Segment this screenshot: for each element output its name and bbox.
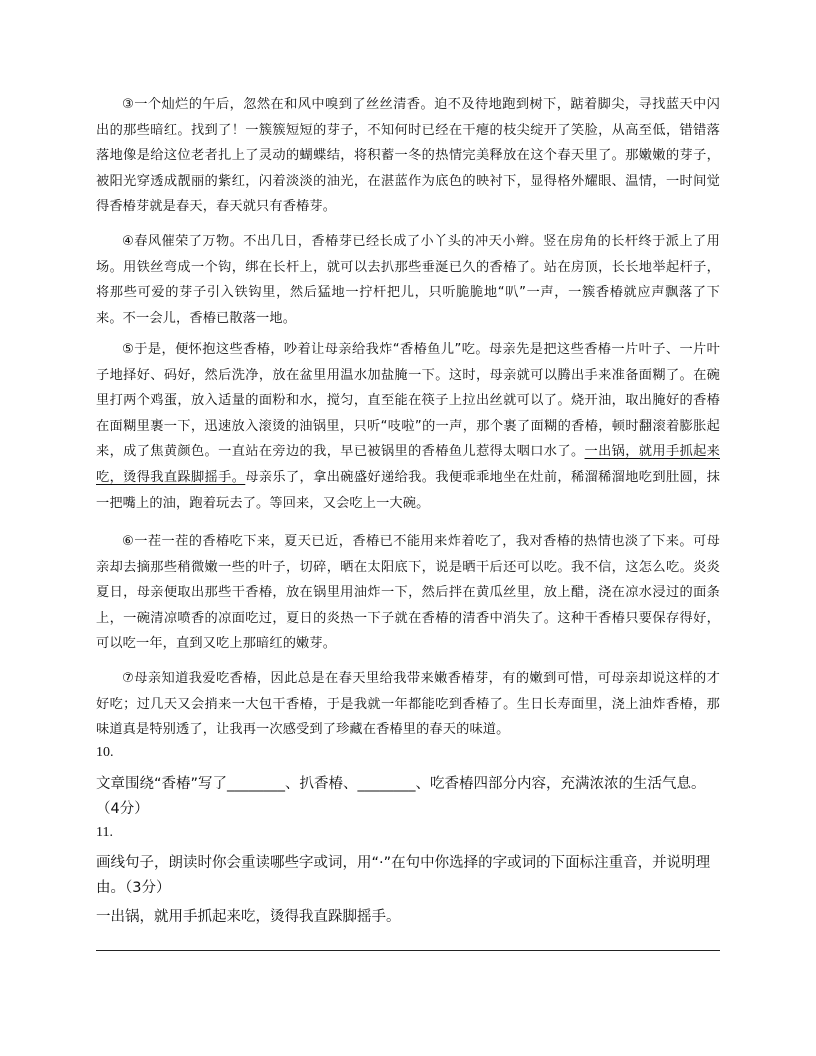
question-10-number: 10. xyxy=(96,745,114,760)
paragraph-5 xyxy=(96,337,720,516)
paragraph-3: ③一个灿烂的午后，忽然在和风中嗅到了丝丝清香。迫不及待地跑到树下，踮着脚尖，寻找蓝天中闪出的那些暗红。找到了！一簇簇短短的芽子，不知何时已经在干瘪的枝尖绽开了笑脸，从高至低，错错落落地像是给这位老者扎上了灵动的蝴蝶结，将积蓄一冬的热情完美释放在这个春天里了。那嫩嫩的芽子，被阳光穿透成靓丽的紫红，闪着淡淡的油光，在湛蓝作为底色的映衬下，显得格外耀眼、温情，一时间觉得香椿芽就是春天，春天就只有香椿芽。 xyxy=(96,97,720,215)
question-10-text: 文章围绕“香椿”写了________、扒香椿、________、吃香椿四部分内容，充满浓浓的生活气息。（4分） xyxy=(96,776,706,817)
answer-line xyxy=(96,950,720,951)
question-11-text: 画线句子，朗读时你会重读哪些字或词，用“·”在句中你选择的字或词的下面标注重音，并说明理由。（3分） xyxy=(96,855,711,896)
paragraph-5-text-c: 母亲乐了，拿出碗盛好递给我。我便乖乖地坐在灶前，稀溜稀溜地吃到肚圆，抹一把嘴上的油，跑着玩去了。等回来，又会吃上一大碗。 xyxy=(96,469,721,511)
underlined-sentence: 一出锅，就用手抓起来吃，烫得我直跺脚摇手。 xyxy=(96,444,720,485)
paragraph-7: ⑦母亲知道我爱吃香椿，因此总是在春天里给我带来嫩香椿芽，有的嫩到可惜，可母亲却说这样的才好吃；过几天又会捎来一大包干香椿，于是我就一年都能吃到香椿了。生日长寿面里，浇上油炸香椿，那味道真是特别透了，让我再一次感受到了珍藏在香椿里的春天的味道。 xyxy=(96,671,720,738)
paragraph-6: ⑥一茬一茬的香椿吃下来，夏天已近，香椿已不能用来炸着吃了，我对香椿的热情也淡了下来。可母亲却去摘那些稍微嫩一些的叶子，切碎，晒在太阳底下，说是晒干后还可以吃。我不信，这怎么吃。炎炎夏日，母亲便取出那些干香椿，放在锅里用油炸一下，然后拌在黄瓜丝里，放上醋，浇在凉水浸过的面条上，一碗清凉喷香的凉面吃过，夏日的炎热一下子就在香椿的清香中消失了。这种干香椿只要保存得好，可以吃一年，直到又吃上那暗红的嫩芽。 xyxy=(96,534,720,652)
paragraph-4: ④春风催荣了万物。不出几日，香椿芽已经长成了小丫头的冲天小辫。竖在房角的长杆终于派上了用场。用铁丝弯成一个钩，绑在长杆上，就可以去扒那些垂涎已久的香椿了。站在房顶，长长地举起杆子，将那些可爱的芽子引入铁钩里，然后猛地一拧杆把儿，只听脆脆地“叭”一声，一簇香椿就应声飘落了下来。不一会儿，香椿已散落一地。 xyxy=(96,234,720,326)
paragraph-5-text-a: ⑤于是，便怀抱这些香椿，吵着让母亲给我炸“香椿鱼儿”吃。母亲先是把这些香椿一片叶子、一片叶子地择好、码好，然后洗净，放在盆里用温水加盐腌一下。这时，母亲就可以腾出手来准备面糊了。在碗里打两个鸡蛋，放入适量的面粉和水，搅匀，直至能在筷子上拉出丝就可以了。烧开油，取出腌好的香椿在面糊里裹一下，迅速放入滚烫的油锅里，只听“吱啦”的一声，那个裹了面糊的香椿，顿时翻滚着膨胀起来，成了焦黄颜色。一直站在旁边的我，早已被锅里的香椿鱼儿惹得太咽口水了。 xyxy=(96,342,720,460)
question-11-number: 11. xyxy=(96,825,113,840)
question-11-quote: 一出锅，就用手抓起来吃，烫得我直跺脚摇手。 xyxy=(96,909,401,925)
